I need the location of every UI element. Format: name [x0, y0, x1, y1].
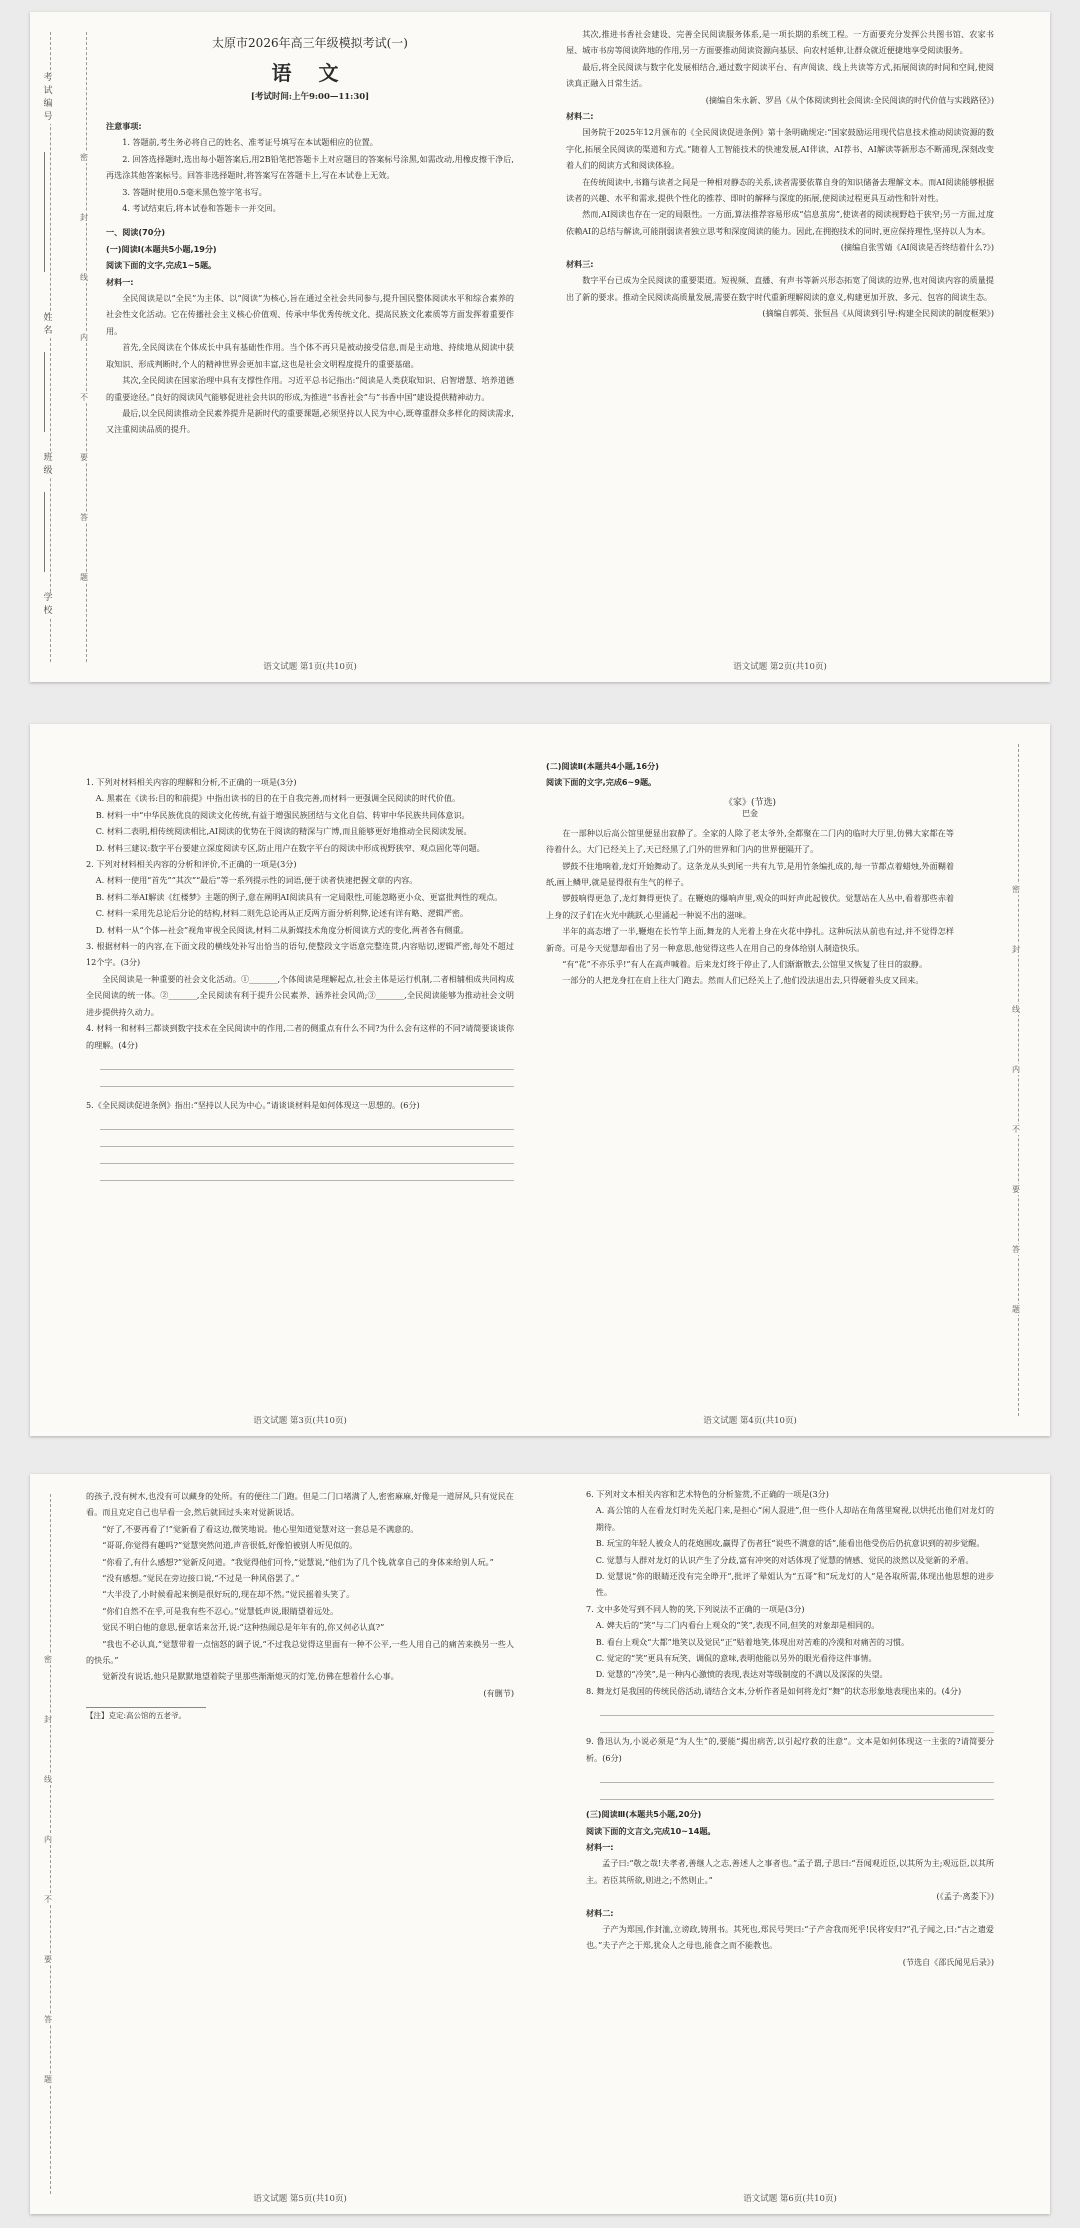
passage-author: 巴金	[742, 808, 758, 818]
paragraph: 然而,AI阅读也存在一定的局限性。一方面,算法推荐容易形成“信息茧房”,使读者的阅读视野趋于狭窄;另一方面,过度依赖AI的总结与解读,可能削弱读者独立思考和深度阅读的能力。因此,在拥抱技术的同时,更应保持理性,坚持以人为本。	[566, 209, 994, 236]
page-footer: 语文试题 第4页(共10页)	[703, 1416, 797, 1426]
notice-item: 2. 回答选择题时,选出每小题答案后,用2B铅笔把答题卡上对应题目的答案标号涂黑,如需改动,用橡皮擦干净后,再选涂其他答案标号。回答非选择题时,将答案写在答题卡上,写在本试卷上无效。	[106, 153, 514, 181]
paragraph: 的孩子,没有树木,也没有可以藏身的处所。有的便往二门跑。但是二门口堵满了人,密密麻麻,好像是一道屏风,只有觉民在看。而且克定自己也早看一会,然后就回过头来对觉新说话。	[86, 1491, 514, 1518]
option: A. 黑素在《读书:目的和前提》中指出读书的目的在于自我完善,而材料一更强调全民阅读的时代价值。	[95, 793, 461, 804]
paragraph: 在一部种以后高公馆里便显出寂静了。全家的人除了老太爷外,全都聚在二门内的临时大厅里,仿佛大家都在等待着什么。大门已经关上了,天已经黑了,门外的世界和门内的世界便隔开了。	[546, 827, 954, 855]
answer-line[interactable]	[100, 1070, 514, 1087]
paragraph: 在传统阅读中,书籍与读者之间是一种相对静态的关系,读者需要依靠自身的知识储备去理解文本。而AI阅读能够根据读者的兴趣、水平和需求,提供个性化的推荐、即时的解释与深度的拓展,使阅读过程更具互动性和针对性。	[566, 176, 994, 204]
question-6: 6. 下列对文本相关内容和艺术特色的分析鉴赏,不正确的一项是(3分)	[586, 1489, 829, 1499]
instruction: 阅读下面的文字,完成6~9题。	[546, 777, 657, 788]
seal-line: 密 封 线 内 不 要 答 题	[74, 12, 100, 682]
option: D. 材料三建议:数字平台要建立深度阅读专区,防止用户在数字平台的阅读中形成视野狭窄、观点固化等问题。	[95, 842, 485, 853]
option: A. 高公馆的人在看龙灯时先关起门来,是担心“闲人混进”,但一些仆人却站在角落里窥视,以烘托出他们对龙灯的期待。	[595, 1505, 994, 1532]
binding-margin	[38, 12, 64, 682]
paragraph: 最后,以全民阅读推动全民素养提升是新时代的重要课题,必须坚持以人民为中心,既尊重群众多样化的阅读需求,又注重阅读品质的提升。	[106, 407, 514, 435]
question-1: 1. 下列对材料相关内容的理解和分析,不正确的一项是(3分)	[86, 777, 297, 787]
part-heading: (一)阅读Ⅰ(本题共5小题,19分)	[106, 243, 217, 254]
question-4: 4. 材料一和材料三都谈到数字技术在全民阅读中的作用,二者的侧重点有什么不同?为什么会有这样的不同?请简要谈谈你的理解。(4分)	[86, 1023, 514, 1050]
page-footer: 语文试题 第5页(共10页)	[253, 2194, 347, 2204]
seal-line: 密 封 线 内 不 要 答 题	[1006, 724, 1032, 1436]
option: B. 材料二举AI解读《红楼梦》主题的例子,意在阐明AI阅读具有一定局限性,可能忽略更小众、更富批判性的观点。	[95, 891, 503, 902]
page-footer: 语文试题 第1页(共10页)	[263, 662, 357, 672]
question-8: 8. 舞龙灯是我国的传统民俗活动,请结合文本,分析作者是如何将龙灯“舞”的状态形象地表现出来的。(4分)	[586, 1685, 962, 1696]
passage-title: 《家》(节选)	[723, 797, 777, 808]
school-label: 学校	[41, 592, 55, 618]
answer-line[interactable]	[100, 1053, 514, 1070]
option: A. 婢夫后的“笑”与二门内看台上观众的“笑”,表现不同,但笑的对象却是相同的。	[595, 1620, 880, 1631]
source-citation: (节选自《邵氏闻见后录》)	[902, 1956, 994, 1967]
question-5: 5.《全民阅读促进条例》指出:“坚持以人民为中心。”请谈谈材料是如何体现这一思想的。(6分)	[86, 1099, 420, 1110]
exam-title: 太原市2026年高三年级模拟考试(一)	[212, 36, 408, 50]
source-citation: (摘编自郭英、张恒昌《从阅读到引导:构建全民阅读的制度框架》)	[762, 307, 994, 318]
notice-item: 1. 答题前,考生务必将自己的姓名、准考证号填写在本试题相应的位置。	[122, 137, 378, 148]
material-heading: 材料三:	[566, 258, 594, 269]
material-heading: 材料二:	[586, 1907, 614, 1918]
answer-line[interactable]	[600, 1699, 994, 1716]
answer-line[interactable]	[100, 1164, 514, 1181]
page-4	[540, 724, 960, 1436]
name-label: 姓名	[41, 312, 55, 338]
notice-item: 4. 考试结束后,将本试卷和答题卡一并交回。	[122, 203, 281, 214]
exam-number-label: 考试编号	[41, 72, 55, 124]
notice-heading: 注意事项:	[106, 121, 142, 131]
answer-line[interactable]	[100, 1113, 514, 1130]
paragraph: 首先,全民阅读在个体成长中具有基础性作用。当个体不再只是被动接受信息,而是主动地、持续地从阅读中获取知识、形成判断时,个人的精神世界会更加丰富,这也是社会文明程度提升的重要基础。	[106, 342, 514, 369]
answer-line[interactable]	[100, 1147, 514, 1164]
paragraph: 其次,推进书香社会建设、完善全民阅读服务体系,是一项长期的系统工程。一方面要充分发挥公共图书馆、农家书屋、城市书房等阅读阵地的作用,另一方面要推动阅读资源向基层、向农村延伸,让群众就近便捷地享受阅读服务。	[566, 29, 994, 56]
paragraph: 子产为郑国,作封洫,立谤政,铸刑书。其死也,郑民号哭曰:“子产舍我而死乎!民将安归?”孔子闻之,曰:“古之遗爱也。”夫子产之于郑,犹众人之母也,能食之而不能教也。	[586, 1923, 994, 1951]
paragraph: “我也不必认真,”觉慧带着一点恼怒的调子说,“不过我总觉得这里面有一种不公平,一些人用自己的痛苦来换另一些人的快乐。”	[86, 1638, 514, 1666]
paragraph: 觉民不明白他的意思,便拿话来岔开,说:“这种热闹总是年年有的,你又何必认真?”	[102, 1622, 385, 1633]
answer-line[interactable]	[600, 1783, 994, 1800]
page-footer: 语文试题 第2页(共10页)	[733, 662, 827, 672]
question-3: 3. 根据材料一的内容,在下面文段的横线处补写出恰当的语句,使整段文字语意完整连贯,内容贴切,逻辑严密,每处不超过12个字。(3分)	[86, 941, 514, 968]
class-label: 班级	[41, 452, 55, 478]
source-citation: (《孟子·离娄下》)	[936, 1891, 994, 1902]
paragraph: “有“花”不亦乐乎!”有人在高声喊着。后来龙灯终于停止了,人们渐渐散去,公馆里又恢复了往日的寂静。	[562, 959, 928, 970]
part-heading: (二)阅读Ⅱ(本题共4小题,16分)	[546, 761, 659, 771]
material-heading: 材料一:	[106, 276, 134, 287]
page-1	[100, 12, 520, 682]
question-2: 2. 下列对材料相关内容的分析和评价,不正确的一项是(3分)	[86, 859, 297, 870]
paragraph: 孟子曰:“敬之哉!夫孝者,善继人之志,善述人之事者也。”孟子谓,子思曰:“吾闻观近臣,以其所为主;观远臣,以其所主。若臣其所欲,则进之;不然则止。”	[586, 1858, 994, 1885]
footnote: 【注】克定:高公馆的五老爷。	[86, 1711, 187, 1721]
page-footer: 语文试题 第3页(共10页)	[253, 1416, 347, 1426]
paragraph: 全民阅读是一种重要的社会文化活动。①_______,个体阅读是理解起点,社会主体是运行机制,二者相辅相成共同构成全民阅读的统一体。②_______,全民阅读有利于提升公民素养、涵养社会风尚;③_______,全民阅读能够为推动社会文明进步提供持久动力。	[86, 973, 514, 1017]
option: B. 玩宝的年轻人被众人的花炮围攻,赢得了伤者狂“说些不满意的话”,能看出他受伤后仍抗意识到的初步觉醒。	[595, 1538, 985, 1549]
answer-line[interactable]	[100, 1130, 514, 1147]
option: C. 材料二表明,相传统阅读相比,AI阅读的优势在于阅读的精深与广博,而且能够更好地推动全民阅读发展。	[95, 826, 472, 837]
answer-line[interactable]	[600, 1716, 994, 1733]
page-6	[580, 1474, 1000, 2214]
paragraph: 全民阅读是以“全民”为主体、以“阅读”为核心,旨在通过全社会共同参与,提升国民整体阅读水平和综合素养的社会性文化活动。它在传播社会主义核心价值观、传承中华优秀传统文化、提高民族文化素质等方面发挥着重要作用。	[106, 293, 514, 336]
paragraph: “大半没了,小时候看起来倒是很好玩的,现在却不然。”觉民摇着头笑了。	[102, 1589, 355, 1600]
source-citation: (摘编自朱永新、罗昌《从个体阅读到社会阅读:全民阅读的时代价值与实践路径》)	[705, 94, 994, 105]
option: C. 觉慧与人群对龙灯的认识产生了分歧,富有冲突的对话体现了觉慧的情感、觉民的淡然以及觉新的矛盾。	[595, 1554, 974, 1565]
exam-sheet-2	[30, 724, 1050, 1436]
page-5	[80, 1474, 520, 2214]
source-citation: (有删节)	[483, 1687, 514, 1698]
section-heading: 一、阅读(70分)	[106, 227, 166, 238]
answer-line[interactable]	[600, 1766, 994, 1783]
paragraph: 其次,全民阅读在国家治理中具有支撑性作用。习近平总书记指出:“阅读是人类获取知识、启智增慧、培养道德的重要途径。”良好的阅读风气能够促进社会共识的形成,为推进“书香社会”与“书香中国”建设提供精神动力。	[106, 375, 514, 402]
question-7: 7. 文中多处写到不同人物的笑,下列说法不正确的一项是(3分)	[586, 1603, 805, 1614]
exam-sheet-1	[30, 12, 1050, 682]
material-heading: 材料二:	[566, 111, 594, 122]
seal-line: 密 封 线 内 不 要 答 题	[38, 1474, 64, 2214]
exam-time: [考试时间:上午9:00—11:30]	[250, 92, 370, 102]
notice-item: 3. 答题时使用0.5毫米黑色签字笔书写。	[122, 186, 267, 197]
page-2	[560, 12, 1000, 682]
paragraph: 锣鼓不住地响着,龙灯开始舞动了。这条龙从头到尾一共有九节,是用竹条编扎成的,每一节都点着蜡烛,外面糊着纸,画上鳞甲,就是显得很有生气的样子。	[546, 860, 954, 888]
paragraph: 觉新没有说话,他只是默默地望着院子里那些渐渐熄灭的灯笼,仿佛在想着什么心事。	[102, 1671, 399, 1682]
option: B. 看台上观众“大都”地笑以及觉民“正”贴着地笑,体现出对苦难的冷漠和对痛苦的习惯。	[595, 1636, 910, 1647]
subject-title: 语 文	[271, 61, 349, 85]
paragraph: “好了,不要再看了!”觉新看了看这边,微笑地说。他心里知道觉慧对这一套总是不满意的。	[102, 1523, 419, 1534]
option: D. 觉慧说“你的眼睛还没有完全睁开”,批评了晕姐认为“五哥”和“玩龙灯的人”是各取所需,体现出他思想的进步性。	[595, 1571, 994, 1598]
option: D. 觉慧的“冷笑”,是一种内心激愤的表现,表达对等级制度的不满以及深深的失望。	[595, 1669, 888, 1680]
paragraph: “你看了,有什么感想?”觉新反问道。“我觉得他们可怜,”觉慧说,“他们为了几个钱,就拿自己的身体来给别人玩。”	[102, 1556, 494, 1567]
paragraph: 锣鼓响得更急了,龙灯舞得更快了。在鞭炮的爆响声里,观众的叫好声此起彼伏。觉慧站在人丛中,看着那些赤着上身的汉子们在火光中跳跃,心里涌起一种说不出的滋味。	[546, 893, 954, 920]
option: D. 材料一从“个体—社会”视角审视全民阅读,材料二从新媒技术角度分析阅读方式的变化,两者各有侧重。	[95, 924, 469, 935]
option: C. 觉定的“笑”更具有玩笑、调侃的意味,表明他能以另外的眼光看待这件事情。	[595, 1653, 877, 1664]
option: C. 材料一采用先总论后分论的结构,材料二则先总论再从正反两方面分析利弊,论述有详有略、逻辑严密。	[95, 908, 469, 919]
part-heading: (三)阅读Ⅲ(本题共5小题,20分)	[586, 1809, 702, 1820]
paragraph: 一部分的人把龙身扛在肩上往大门跑去。然而人们已经关上了,他们没法退出去,只得硬着头皮又回来。	[562, 975, 924, 986]
paragraph: 最后,将全民阅读与数字化发展相结合,通过数字阅读平台、有声阅读、线上共读等方式,拓展阅读的时间和空间,使阅读真正融入日常生活。	[566, 61, 994, 89]
paragraph: “没有感想。”觉民在旁边接口说,“不过是一种风俗罢了。”	[102, 1573, 300, 1584]
source-citation: (摘编自张雪婧《AI阅读是否终结着什么?》)	[840, 242, 994, 253]
material-heading: 材料一:	[586, 1841, 614, 1852]
paragraph: “哥哥,你觉得有趣吗?”觉慧突然问道,声音很低,好像怕被别人听见似的。	[102, 1540, 358, 1551]
question-9: 9. 鲁迅认为,小说必须是“为人生”的,要能“揭出病苦,以引起疗救的注意”。文本是如何体现这一主张的?请简要分析。(6分)	[586, 1736, 994, 1763]
instruction: 阅读下面的文字,完成1~5题。	[106, 260, 217, 271]
instruction: 阅读下面的文言文,完成10~14题。	[586, 1825, 716, 1836]
page-3	[80, 724, 520, 1436]
exam-sheet-3	[30, 1474, 1050, 2214]
option: B. 材料一中“中华民族优良的阅读文化传统,有益于增强民族团结与文化自信、转审中华民族共同体意识。	[95, 809, 470, 820]
page-footer: 语文试题 第6页(共10页)	[743, 2194, 837, 2204]
option: A. 材料一使用“首先”“其次”“最后”等一系列提示性的词语,便于读者快速把握文章的内容。	[95, 875, 418, 886]
paragraph: 数字平台已成为全民阅读的重要渠道。短视频、直播、有声书等新兴形态拓宽了阅读的边界,也对阅读内容的质量提出了新的要求。推动全民阅读高质量发展,需要在数字时代重新理解阅读的意义,构建更加开放、多元、包容的阅读生态。	[566, 275, 994, 302]
paragraph: 半年的高态增了一半,鞭炮在长竹竿上面,舞龙的人光着上身在火花中挣扎。这种玩法从前也有过,并不觉得怎样新奇。可是今天觉慧却看出了另一种意思,他觉得这些人在用自己的身体给别人制造快乐。	[546, 926, 954, 953]
paragraph: “你们自然不在乎,可是我有些不忍心。”觉慧低声说,眼睛望着远处。	[102, 1605, 339, 1616]
paragraph: 国务院于2025年12月颁布的《全民阅读促进条例》第十条明确规定:“国家鼓励运用现代信息技术推动阅读资源的数字化,拓展全民阅读的渠道和方式。”随着人工智能技术的快速发展,AI伴读、AI荐书、AI解读等新形态不断涌现,深刻改变着人们的阅读方式和阅读体验。	[566, 127, 994, 171]
